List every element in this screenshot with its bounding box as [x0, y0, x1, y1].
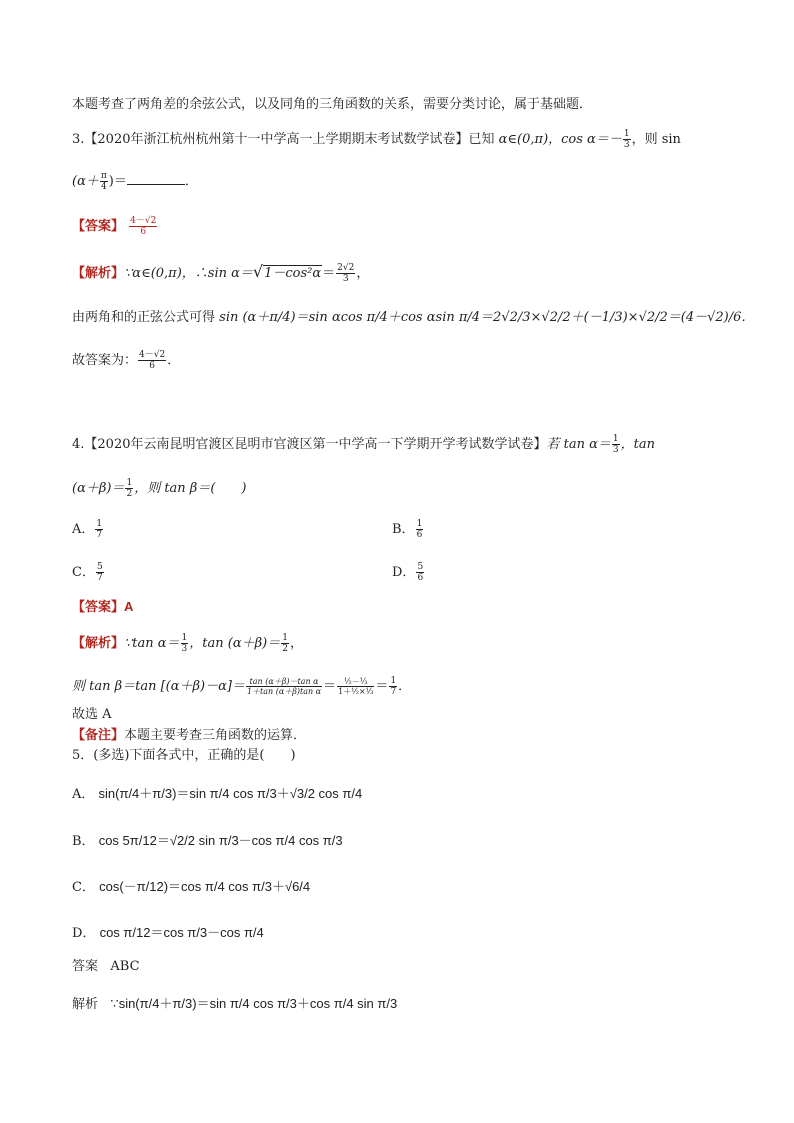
q3-stem-line1 [72, 129, 681, 150]
q4-option-a-label: A． [72, 522, 95, 537]
q4-frac-one-half: $\frac{1}{2}$ [126, 478, 133, 499]
intro-remark-text: 本题考查了两角差的余弦公式，以及同角的三角函数的关系，需要分类讨论，属于基础题． [72, 97, 593, 112]
q3-number: 3. [72, 132, 85, 147]
q4-option-a [72, 519, 104, 540]
q4-note-tag: 【备注】 [72, 727, 125, 742]
q4-analysis-1-a: ∵tan α＝ [124, 636, 180, 651]
q4-option-c [72, 562, 105, 583]
q4-option-a-value: $\frac{1}{7}$ [96, 519, 103, 540]
intro-remark [72, 96, 592, 114]
q4-option-b-label: B． [392, 522, 415, 537]
q3-answer-value: $\frac{4-√2}{6}$ [130, 216, 157, 237]
q5-answer-line [72, 958, 140, 976]
q3-analysis-2-expr: sin (α＋π/4)＝sin αcos π/4＋cos αsin π/4＝2√2/3×√2/2＋(－1/3)×√2/2＝(4－√2)/6． [219, 310, 755, 325]
q3-analysis-1-frac: $\frac{2√2}{3}$ [337, 263, 355, 284]
q5-answer-label: 答案 [72, 959, 99, 974]
q3-answer-line [72, 216, 158, 237]
q3-alpha-cond-tail: ，则 sin [631, 132, 681, 147]
q4-stem-b-pre: (α＋β)＝ [72, 481, 125, 496]
q5-option-a-label: A． [72, 787, 95, 802]
q4-stem-line2 [72, 478, 246, 499]
q3-analysis-1-eq: ＝ [322, 266, 336, 281]
q3-answer-tag: 【答案】 [72, 218, 125, 233]
q3-frac-pi-4: $\frac{\pi}{4}$ [100, 171, 107, 192]
q4-analysis-2-formula: $\frac{\text{tan (α＋β)－tan α}}{\text{1＋tan (α＋β)tan α}}$ [246, 677, 322, 696]
q4-frac-one-third: $\frac{1}{3}$ [612, 434, 619, 455]
q3-final-value: $\frac{4-√2}{6}$ [139, 350, 166, 371]
q4-option-d-label: D． [392, 565, 416, 580]
q4-analysis-2-result: $\frac{1}{7}$ [390, 676, 397, 697]
q4-option-d-value: $\frac{5}{6}$ [417, 562, 424, 583]
q4-analysis-tag: 【解析】 [72, 635, 125, 650]
q4-analysis-line2 [72, 676, 411, 697]
q4-option-b [392, 519, 424, 540]
q4-note-line [72, 726, 306, 745]
q4-option-b-value: $\frac{1}{6}$ [416, 519, 423, 540]
q5-option-b-label: B． [72, 834, 95, 849]
q4-analysis-line1 [72, 633, 303, 654]
q4-analysis-1-b: ，tan (α＋β)＝ [189, 636, 281, 651]
q4-option-c-label: C． [72, 565, 95, 580]
q4-answer-tag: 【答案】 [72, 599, 125, 614]
q3-analysis-1-root: 1－cos²α [264, 266, 322, 281]
q3-analysis-line3 [72, 350, 180, 371]
q4-number: 4. [72, 437, 85, 452]
q3-analysis-3-lead: 故答案为： [72, 353, 138, 368]
q3-analysis-1-end: ， [356, 266, 370, 281]
q3-stem-b-end: ． [184, 174, 198, 189]
q3-analysis-line2 [72, 309, 754, 327]
q5-answer-value: ABC [110, 959, 140, 974]
q4-analysis-1-c: ， [289, 636, 303, 651]
q3-stem-b-post: )＝ [108, 174, 127, 189]
q4-choose: 故选 A [72, 707, 112, 722]
q4-analysis-frac-one-half: $\frac{1}{2}$ [282, 633, 288, 654]
q5-option-d-label: D． [72, 926, 96, 941]
q5-option-c-text: cos(－π/12)＝cos π/4 cos π/3＋√6/4 [99, 879, 311, 894]
q3-stem-line2 [72, 171, 198, 192]
q4-stem-b-post: ，则 tan β＝( ) [134, 481, 247, 496]
q5-option-c-label: C． [72, 880, 95, 895]
q4-option-c-value: $\frac{5}{7}$ [96, 562, 103, 583]
q5-header: 5．(多选)下面各式中，正确的是( ) [72, 748, 296, 763]
q5-option-b [72, 832, 343, 851]
q3-frac-one-third: $\frac{1}{3}$ [623, 129, 630, 150]
q4-stem-a: 若 tan α＝ [546, 437, 611, 452]
q4-answer-value: A [124, 599, 134, 614]
q4-note: 本题主要考查三角函数的运算． [124, 728, 307, 743]
q4-source: 【2020年云南昆明官渡区昆明市官渡区第一中学高一下学期开学考试数学试卷】 [84, 437, 547, 452]
q4-stem-a-tail: ，tan [620, 437, 655, 452]
q4-analysis-frac-one-third: $\frac{1}{3}$ [181, 633, 188, 654]
q3-analysis-3-end: ． [167, 353, 181, 368]
q4-option-d [392, 562, 425, 583]
q3-analysis-tag: 【解析】 [72, 265, 125, 280]
q5-header-line [72, 747, 296, 765]
q4-choose-line [72, 706, 112, 724]
q3-answer-blank [127, 172, 185, 185]
q3-analysis-1: ∵α∈(0,π)，∴sin α＝ [124, 266, 253, 281]
q3-source: 【2020年浙江杭州杭州第十一中学高一上学期期末考试数学试卷】 [84, 132, 469, 147]
q3-analysis-line1: 【解析】∵α∈(0,π)，∴sin α＝√1－cos²α＝ $\frac{2√2}{3}$ ， [72, 262, 370, 284]
q5-analysis-line [72, 995, 397, 1014]
q4-answer-line [72, 598, 133, 617]
q5-analysis-label: 解析 [72, 997, 99, 1012]
q4-analysis-2-eq: ＝ [323, 679, 337, 694]
q5-option-d [72, 924, 264, 943]
q5-option-a-text: sin(π/4＋π/3)＝sin π/4 cos π/3＋√3/2 cos π/4 [98, 786, 363, 801]
q3-stem-b-pre: (α＋ [72, 174, 99, 189]
q4-analysis-2-end: ． [398, 679, 412, 694]
q3-alpha-cond: α∈(0,π)，cos α＝－ [498, 132, 622, 147]
q5-option-c [72, 878, 310, 897]
q5-option-d-text: cos π/12＝cos π/3－cos π/4 [99, 925, 264, 940]
q4-analysis-2-numeric: $\frac{\text{½－⅓}}{\text{1＋½×⅓}}$ [338, 677, 374, 696]
q5-option-b-text: cos 5π/12＝√2/2 sin π/3－cos π/4 cos π/3 [98, 833, 343, 848]
q3-stem-a: 已知 [468, 132, 495, 147]
q3-analysis-2-lead: 由两角和的正弦公式可得 [72, 310, 216, 325]
q5-analysis-text: ∵sin(π/4＋π/3)＝sin π/4 cos π/3＋cos π/4 sin π/3 [110, 996, 398, 1011]
q4-analysis-2-eq2: ＝ [375, 679, 389, 694]
q5-option-a [72, 785, 362, 804]
q4-stem-line1 [72, 434, 655, 455]
q4-analysis-2-a: 则 tan β＝tan [(α＋β)－α]＝ [72, 679, 245, 694]
